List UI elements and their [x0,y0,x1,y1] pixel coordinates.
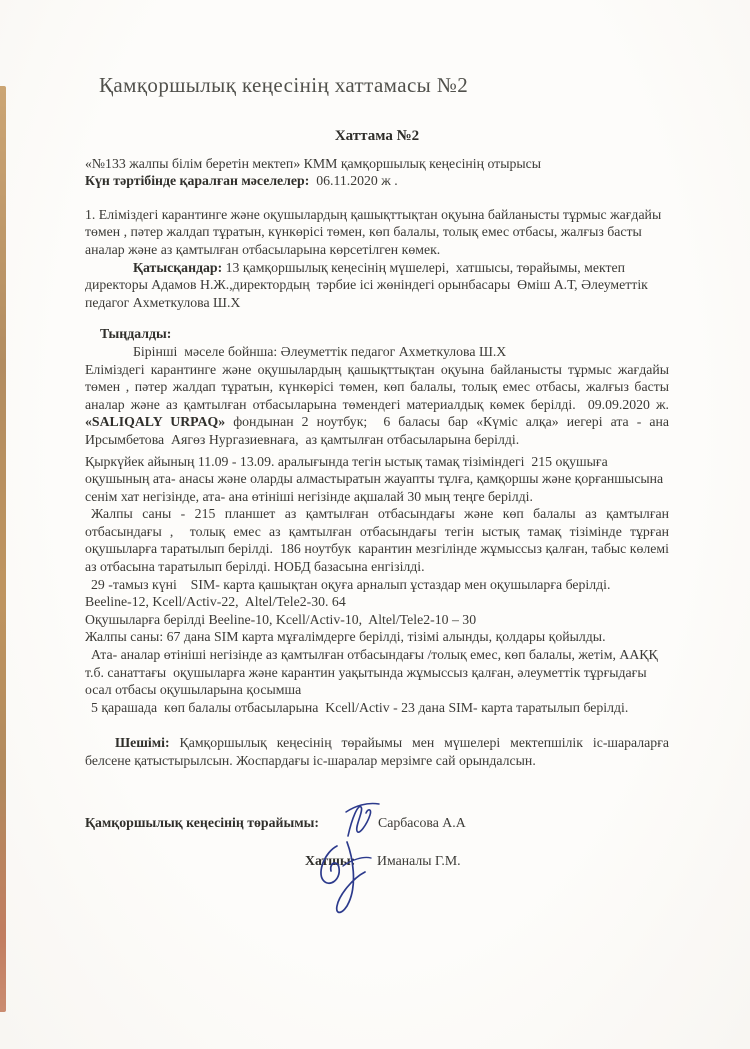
line-sim-total: Жалпы саны: 67 дана SIM карта мұғалімдерге берілді, тізімі алынды, қолдары қойылды. [85,629,606,645]
protocol-number-heading: Хаттама №2 [334,128,420,144]
meeting-line: «№133 жалпы білім беретін мектеп» КММ қамқоршылық кеңесінің отырысы [85,155,542,171]
signature-row-secretary [305,852,669,872]
agenda-line [85,172,669,190]
paragraph-parents-applications: Ата- аналар өтініші негізінде аз қамтылған отбасындағы /толық емес, көп балалы, жетім, ААҚҚ т.б. санаттағы оқушыларға және карантин уақытында жұмыссыз қалған, әлеуметтік тұрғыдағы осал отбасы оқушыларына қосымша [85,647,665,698]
scan-edge-artifact [0,86,6,1012]
secretary-signature-icon [313,838,383,920]
attendees-label: Қатысқандар: [133,259,223,275]
secretary-signature-label: Хатшы: [305,852,356,868]
heard-heading: Тыңдалды: [100,326,172,342]
signature-row-chair [85,814,669,834]
line-sim-students: Оқушыларға берілді Beeline-10, Kcell/Activ-10, Altel/Tele2-10 – 30 [85,611,477,627]
chair-signature-label: Қамқоршылық кеңесінің төрайымы: [85,814,319,830]
decision-text: Қамқоршылық кеңесінің төрайымы мен мүшелері мектепшілік іс-шараларға белсене қатыстырылсын. Жоспардағы іс-шаралар мерзімге сай орындалсын. [85,735,673,768]
help-text-pre: Еліміздегі карантинге және оқушылардың қашықттықтан оқуына байланысты тұрмыс жағдайы төмен , пәтер жалдап тұратын, күнкөрісі төмен, көп балалы, толық емес отбасы, жалғыз басты аналар және аз қамтылған отбасыларына төмендегі материалдық көмек берілді. 09.09.2020 ж. [85,361,676,412]
paragraph-decision [85,734,673,769]
fund-name: «SALIQALY URPAQ» [85,414,226,430]
decision-label: Шешімі: [115,735,170,751]
document-content [85,0,676,872]
attendees-text: 13 қамқоршылық кеңесінің мүшелері, хатшысы, төрайымы, мектеп директоры Адамов Н.Ж.,директордың тәрбие ісі жөніндегі орынбасары Өміш А.Т, Әлеуметтік педагог Ахметкулова Ш.Х [85,259,652,310]
agenda-label: Күн тәртібінде қаралған мәселелер: [85,173,310,189]
paragraph-first-issue: Бірінші мәселе бойнша: Әлеуметтік педагог Ахметкулова Ш.Х [133,343,507,359]
paragraph-sim-teachers: 29 -тамыз күні SIM- карта қашықтан оқуға арналып ұстаздар мен оқушыларға берілді. [91,576,611,592]
line-sim-operators: Beeline-12, Kcell/Activ-22, Altel/Tele2-30. 64 [85,594,346,610]
chair-signature-icon [341,798,383,842]
agenda-date: 06.11.2020 ж . [309,173,398,189]
paragraph-tablets: Жалпы саны - 215 планшет аз қамтылған отбасындағы және көп балалы аз қамтылған отбасындағы , толық емес аз қамтылған отбасындағы тегін ыстық тамақ тізімінде тұрған оқушыларға таратылып берілді. 186 ноутбук карантин мезгілінде жұмыссыз қалған, табыс көлемі аз отбасына таратылып берілді. НОБД базасына енгізілді. [85,506,673,575]
help-text-post: фондынан 2 ноутбук; 6 баласы бар «Күміс алқа» иегері ата - ана Ирсымбетова Аягөз Нургазиевнаға, аз қамтылған отбасыларына берілді. [85,414,673,447]
paragraph-november-sim: 5 қарашада көп балалы отбасыларына Kcell/Activ - 23 дана SIM- карта таратылып берілді. [91,699,629,715]
paragraph-september-meals: Қыркүйек айының 11.09 - 13.09. аралығында тегін ыстық тамақ тізіміндегі 215 оқушыға оқушының ата- анасы және оларды алмастыратын жауапты тұлға, қамқоршы және қорғаншысына сенім хат негізінде, ата- ана өтініші негізінде ақшалай 30 мың теңге берілді. [85,453,671,504]
chair-name: Сарбасова А.А [378,814,466,830]
secretary-name: Иманалы Г.М. [377,852,461,868]
document-title: Қамқоршылық кеңесінің хаттамасы №2 [99,73,469,97]
paragraph-issue-1: 1. Еліміздегі карантинге және оқушылардың қашықттықтан оқуына байланысты тұрмыс жағдайы төмен , пәтер жалдап тұратын, күнкөрісі төмен, көп балалы, толық емес отбасы, жалғыз басты аналар және аз қамтылған отбасыларына көрсетілген көмек. [85,206,665,257]
paragraph-material-help [85,361,676,449]
paragraph-attendees [85,259,669,312]
